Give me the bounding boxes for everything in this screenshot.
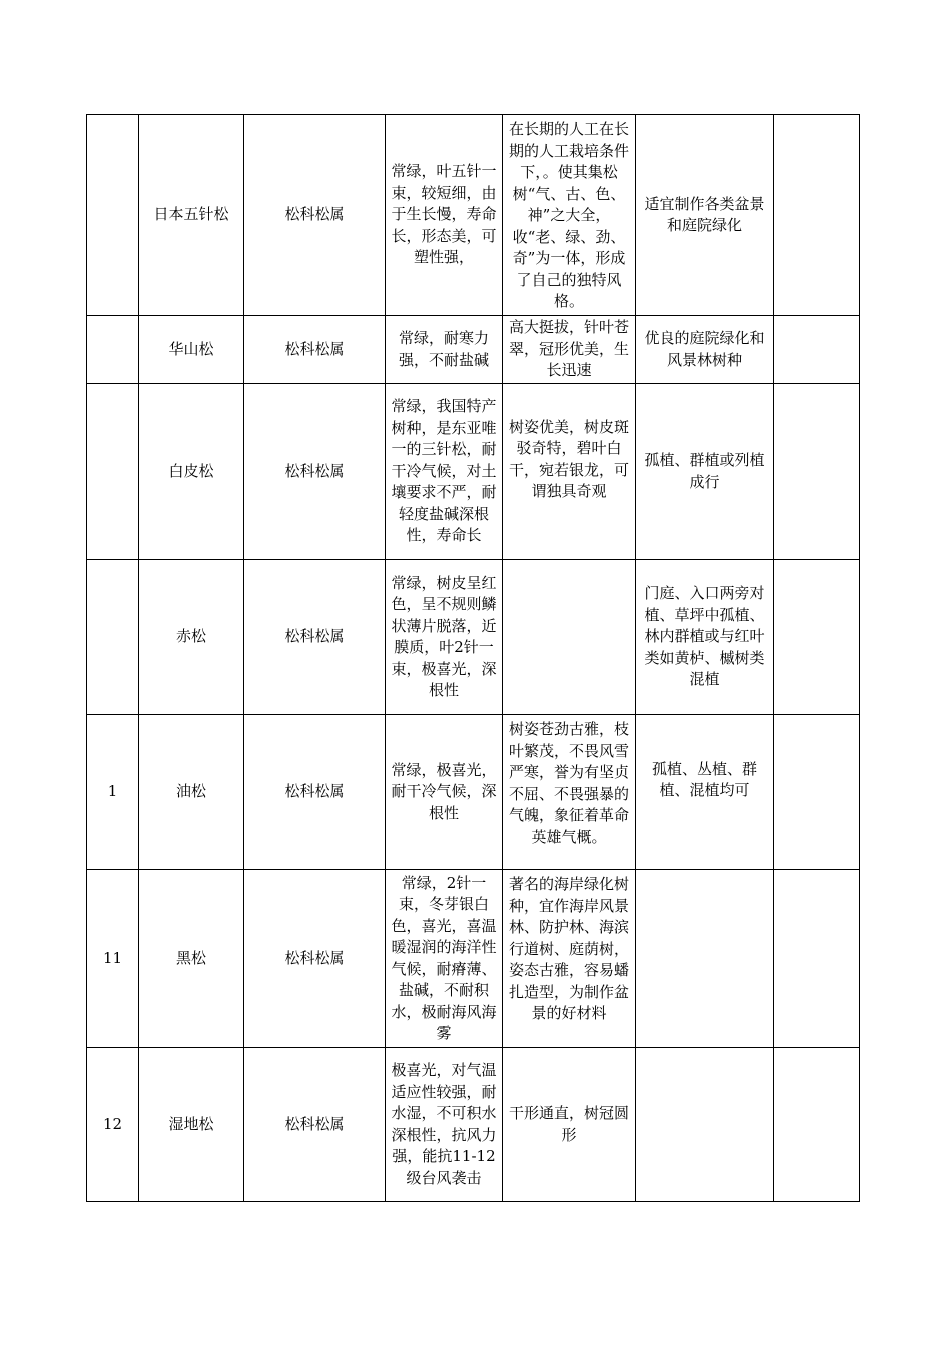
- cell-usage: 门庭、入口两旁对植、草坪中孤植、林内群植或与红叶类如黄栌、槭树类混植: [636, 560, 774, 715]
- cell-name: 华山松: [139, 316, 244, 384]
- cell-features: 高大挺拔，针叶苍翠，冠形优美，生长迅速: [503, 316, 636, 384]
- cell-name: 黑松: [139, 870, 244, 1048]
- cell-family: 松科松属: [244, 316, 386, 384]
- cell-features: 著名的海岸绿化树种，宜作海岸风景林、防护林、海滨行道树、庭荫树，姿态古雅，容易蟠扎造型，为制作盆景的好材料: [503, 870, 636, 1048]
- cell-extra: [774, 316, 860, 384]
- cell-no: 1: [87, 715, 139, 870]
- table-row: [87, 316, 860, 384]
- cell-no: 11: [87, 870, 139, 1048]
- cell-name: 油松: [139, 715, 244, 870]
- cell-traits: 常绿，树皮呈红色，呈不规则鳞状薄片脱落，近膜质，叶2针一束，极喜光，深根性: [386, 560, 503, 715]
- cell-family: 松科松属: [244, 870, 386, 1048]
- cell-usage: 适宜制作各类盆景和庭院绿化: [636, 115, 774, 316]
- cell-features: [503, 560, 636, 715]
- table-row: [87, 384, 860, 560]
- cell-no: [87, 316, 139, 384]
- cell-features: 干形通直，树冠圆形: [503, 1048, 636, 1202]
- table-row: [87, 870, 860, 1048]
- cell-family: 松科松属: [244, 384, 386, 560]
- cell-no: [87, 115, 139, 316]
- table-row: [87, 715, 860, 870]
- table-row: [87, 1048, 860, 1202]
- cell-traits: 常绿，叶五针一束，较短细，由于生长慢，寿命长，形态美，可塑性强，: [386, 115, 503, 316]
- table-row: [87, 115, 860, 316]
- cell-family: 松科松属: [244, 715, 386, 870]
- cell-features: 树姿优美，树皮斑驳奇特，碧叶白干，宛若银龙，可谓独具奇观: [503, 384, 636, 560]
- cell-extra: [774, 384, 860, 560]
- cell-no: [87, 384, 139, 560]
- cell-usage: 孤植、群植或列植成行: [636, 384, 774, 560]
- cell-traits: 常绿，我国特产树种，是东亚唯一的三针松，耐干冷气候，对土壤要求不严，耐轻度盐碱深根性，寿命长: [386, 384, 503, 560]
- cell-extra: [774, 115, 860, 316]
- cell-usage: [636, 1048, 774, 1202]
- cell-traits: 常绿，2针一束，冬芽银白色，喜光，喜温暖湿润的海洋性气候，耐瘠薄、盐碱，不耐积水，极耐海风海雾: [386, 870, 503, 1048]
- cell-name: 赤松: [139, 560, 244, 715]
- cell-family: 松科松属: [244, 560, 386, 715]
- cell-features: 树姿苍劲古雅，枝叶繁茂，不畏风雪严寒，誉为有坚贞不屈、不畏强暴的气魄，象征着革命英雄气概。: [503, 715, 636, 870]
- cell-usage: 孤植、丛植、群植、混植均可: [636, 715, 774, 870]
- cell-name: 湿地松: [139, 1048, 244, 1202]
- cell-extra: [774, 870, 860, 1048]
- cell-traits: 常绿，耐寒力强，不耐盐碱: [386, 316, 503, 384]
- cell-no: [87, 560, 139, 715]
- cell-traits: 常绿，极喜光，耐干冷气候，深根性: [386, 715, 503, 870]
- cell-usage: 优良的庭院绿化和风景林树种: [636, 316, 774, 384]
- cell-family: 松科松属: [244, 115, 386, 316]
- cell-family: 松科松属: [244, 1048, 386, 1202]
- cell-extra: [774, 560, 860, 715]
- cell-extra: [774, 1048, 860, 1202]
- cell-traits: 极喜光，对气温适应性较强，耐水湿，不可积水深根性，抗风力强，能抗11-12级台风袭击: [386, 1048, 503, 1202]
- plant-table-container: [86, 114, 860, 1202]
- cell-features: 在长期的人工在长期的人工栽培条件下，。使其集松树“气、古、色、神”之大全，收“老、绿、劲、奇”为一体，形成了自己的独特风格。: [503, 115, 636, 316]
- table-row: [87, 560, 860, 715]
- cell-no: 12: [87, 1048, 139, 1202]
- plant-table: [86, 114, 860, 1202]
- cell-extra: [774, 715, 860, 870]
- cell-name: 白皮松: [139, 384, 244, 560]
- cell-name: 日本五针松: [139, 115, 244, 316]
- cell-usage: [636, 870, 774, 1048]
